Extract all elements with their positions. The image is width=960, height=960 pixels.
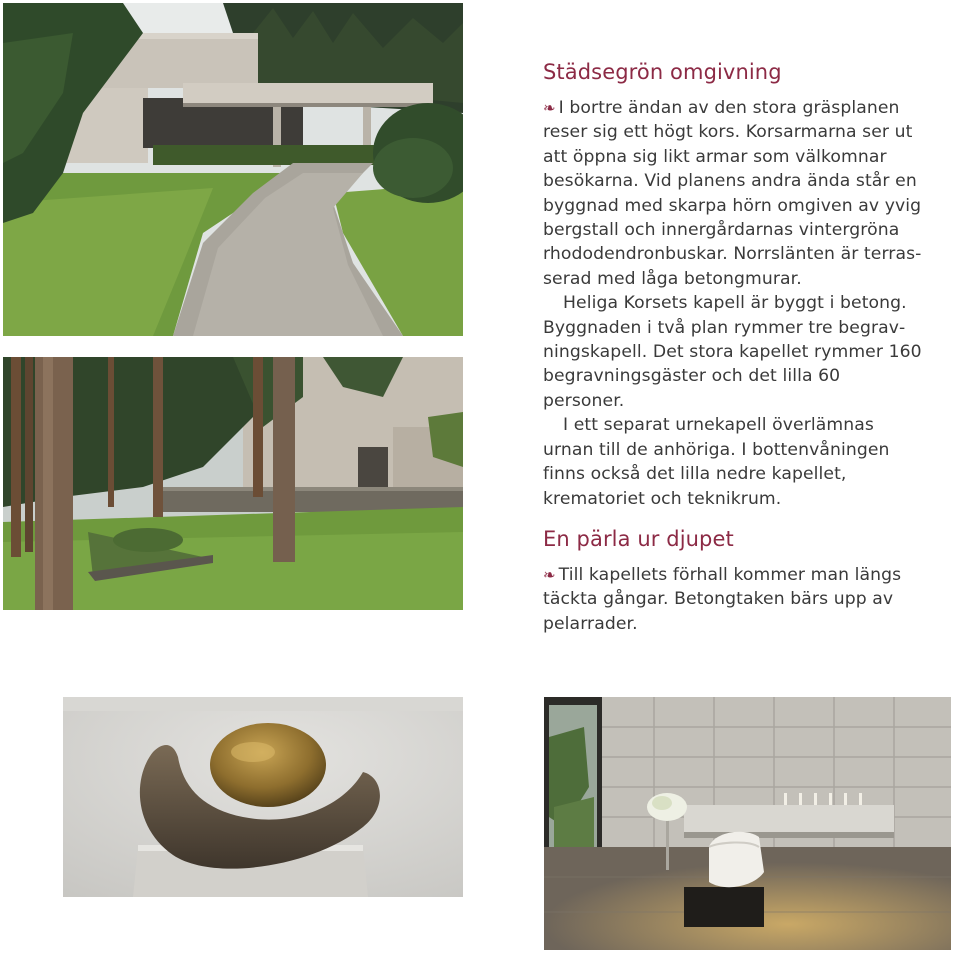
fleuron-icon: ❧ xyxy=(543,565,556,584)
section-heading-pearl: En pärla ur djupet xyxy=(543,526,734,551)
paragraph-text: I bortre ändan av den stora gräsplanen reser sig ett högt kors. Korsarmarna ser ut att öppna sig likt armar som välkomnar besökarna. Vid planens andra ända står en byggnad med skarpa hörn omgiven av yvig bergstall och innergårdarnas vintergröna rhododendronbuskar. Norrslänten är terrasserad med låga betongmurar. xyxy=(543,98,922,289)
photo-pine-courtyard xyxy=(3,357,463,610)
article-text xyxy=(543,58,923,636)
photo-sculpture xyxy=(63,697,463,897)
section-heading-evergreen: Städsegrön omgivning xyxy=(543,60,782,84)
paragraph: Heliga Korsets kapell är byggt i betong. Byggnaden i två plan rymmer tre begravningskapell. Det stora kapellet rymmer 160 begravningsgäster och det lilla 60 personer. xyxy=(543,293,922,411)
paragraph: I ett separat urnekapell överlämnas urnan till de anhöriga. I bottenvåningen finns också det lilla nedre kapellet, krematoriet och teknikrum. xyxy=(543,415,890,509)
paragraph xyxy=(543,563,923,636)
paragraph xyxy=(543,96,923,291)
photo-chapel-exterior xyxy=(3,3,463,336)
fleuron-icon: ❧ xyxy=(543,99,556,117)
photo-chapel-interior xyxy=(544,697,951,950)
paragraph-text: Till kapellets förhall kommer man längs täckta gångar. Betongtaken bärs upp av pelarrader. xyxy=(543,564,902,634)
